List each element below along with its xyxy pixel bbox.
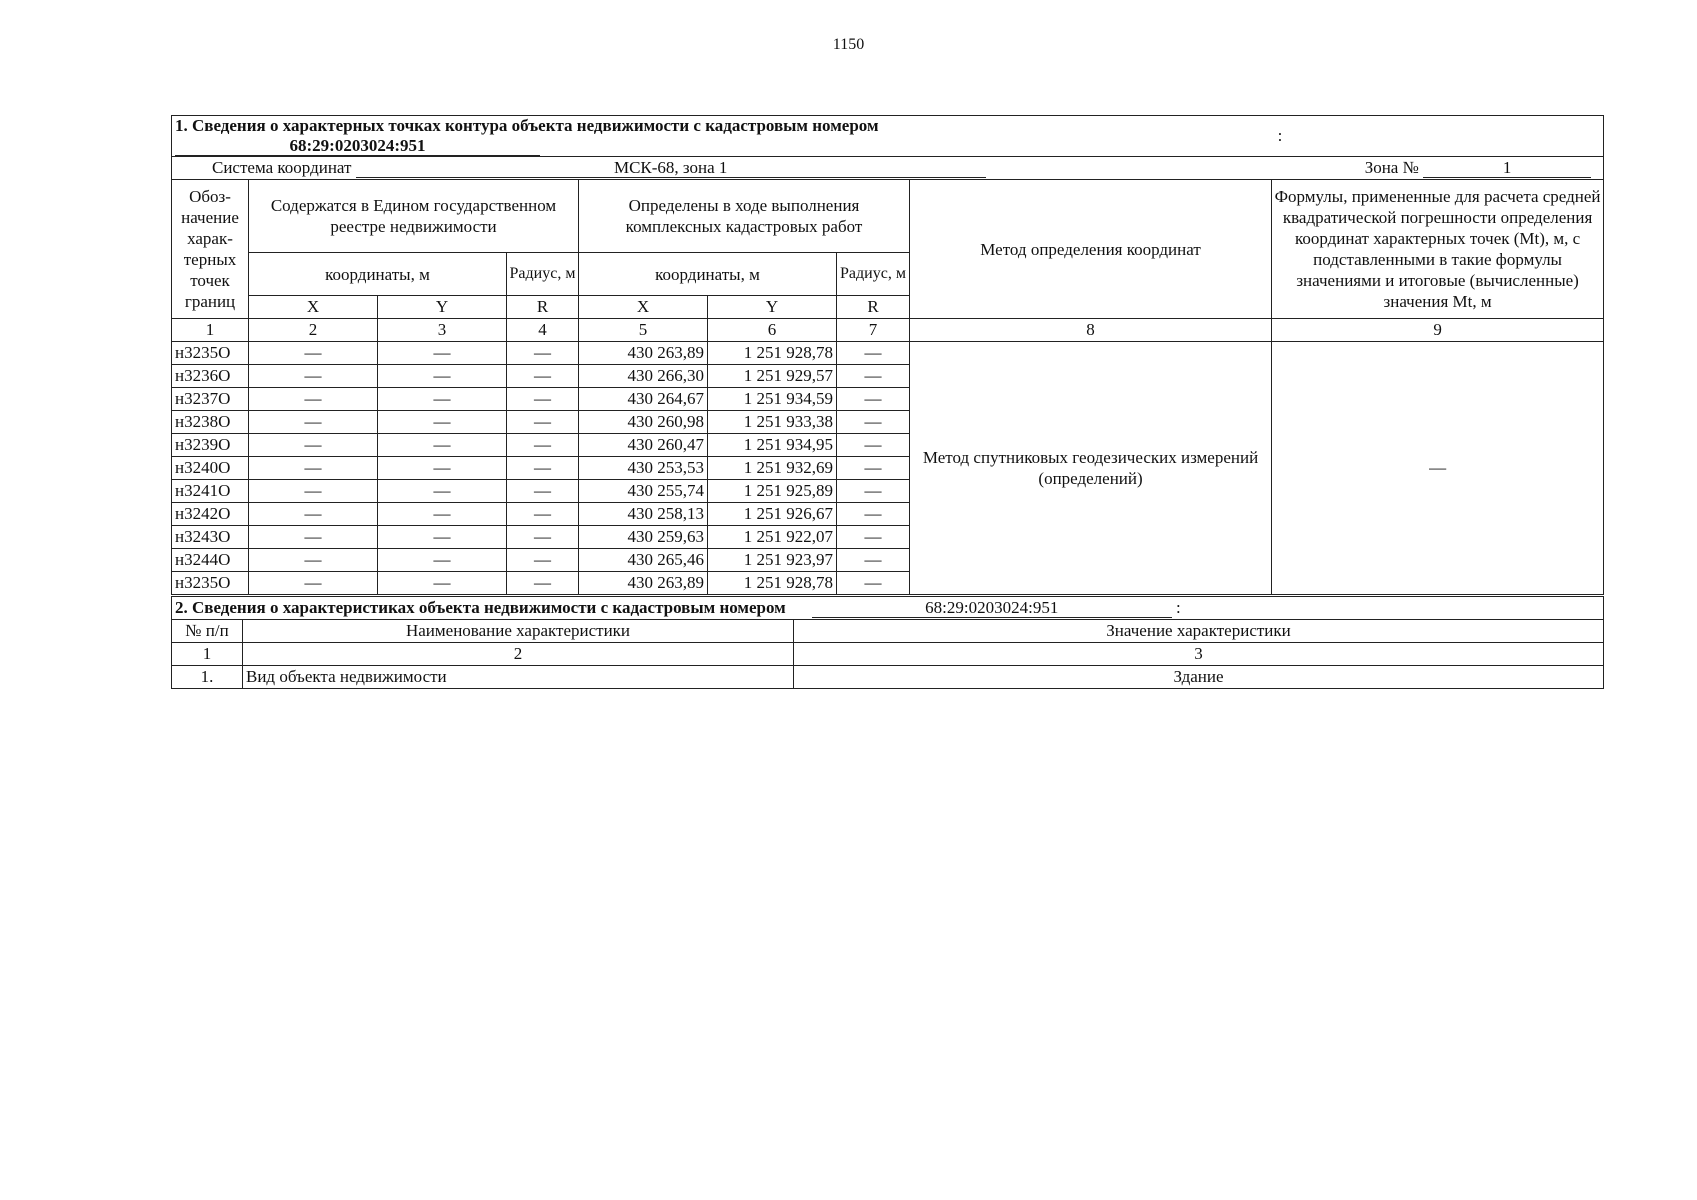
x-new: 430 260,98 [579,411,708,434]
x-new: 430 258,13 [579,503,708,526]
x-old: — [249,365,378,388]
y-new: 1 251 934,95 [708,434,837,457]
section1-cadastral-number: 68:29:0203024:951 [175,137,540,156]
points-table [171,115,1604,595]
point-id: н3240О [172,457,249,480]
y-new: 1 251 933,38 [708,411,837,434]
section2-title-text: 2. Сведения о характеристиках объекта недвижимости с кадастровым номером [175,598,786,617]
name-header: Наименование характеристики [243,620,794,643]
y-old: — [378,572,507,595]
r-new: — [837,365,910,388]
header-row-1 [172,180,1604,253]
x-old: — [249,434,378,457]
y-old: — [378,434,507,457]
section2-title-row [172,597,1604,620]
y-old: — [378,365,507,388]
point-id: н3235О [172,342,249,365]
x-new: 430 259,63 [579,526,708,549]
r-old: — [507,503,579,526]
kkr-header: Определены в ходе выполнения комплексных кадастровых работ [579,180,910,253]
y-new: 1 251 926,67 [708,503,837,526]
kkr-x-header: X [579,296,708,319]
column-number: 4 [507,319,579,342]
x-old: — [249,526,378,549]
section1-suffix: : [1272,116,1604,157]
column-number: 9 [1272,319,1604,342]
x-old: — [249,342,378,365]
egrn-y-header: Y [378,296,507,319]
r-old: — [507,526,579,549]
method-value: Метод спутниковых геодезических измерений (определений) [910,342,1272,595]
y-new: 1 251 925,89 [708,480,837,503]
point-id: н3244О [172,549,249,572]
y-new: 1 251 923,97 [708,549,837,572]
y-new: 1 251 934,59 [708,388,837,411]
y-old: — [378,503,507,526]
egrn-r-header: R [507,296,579,319]
point-id: н3237О [172,388,249,411]
column-number: 3 [794,643,1604,666]
column-number: 1 [172,643,243,666]
x-old: — [249,388,378,411]
point-id: н3241О [172,480,249,503]
r-old: — [507,411,579,434]
x-old: — [249,411,378,434]
point-id: н3235О [172,572,249,595]
coord-system-row [172,157,1604,180]
column-numbers-row [172,319,1604,342]
r-old: — [507,549,579,572]
egrn-coords-header: координаты, м [249,253,507,296]
x-old: — [249,480,378,503]
table-row [172,666,1604,689]
coord-system-label: Система координат [212,158,352,177]
x-new: 430 263,89 [579,572,708,595]
num-header: № п/п [172,620,243,643]
designation-header: Обоз-начение харак-терных точек границ [172,180,249,319]
table-row [172,342,1604,365]
column-number: 5 [579,319,708,342]
section1-title-row [172,116,1604,157]
x-old: — [249,503,378,526]
r-new: — [837,434,910,457]
r-new: — [837,549,910,572]
column-number: 8 [910,319,1272,342]
section1-title-text: 1. Сведения о характерных точках контура объекта недвижимости с кадастровым номером [175,116,879,135]
x-new: 430 253,53 [579,457,708,480]
point-id: н3236О [172,365,249,388]
r-new: — [837,411,910,434]
characteristic-value: Здание [794,666,1604,689]
y-new: 1 251 932,69 [708,457,837,480]
characteristic-name: Вид объекта недвижимости [243,666,794,689]
r-old: — [507,457,579,480]
formulas-value: — [1272,342,1604,595]
column-number: 6 [708,319,837,342]
x-new: 430 255,74 [579,480,708,503]
y-new: 1 251 922,07 [708,526,837,549]
y-new: 1 251 929,57 [708,365,837,388]
formulas-header: Формулы, примененные для расчета средней квадратической погрешности определения координат характерных точек (Mt), м, с подставленными в такие формулы значениями и итоговые (вычисленные) значения Mt, м [1272,180,1604,319]
r-new: — [837,388,910,411]
y-old: — [378,342,507,365]
column-number: 2 [243,643,794,666]
y-new: 1 251 928,78 [708,342,837,365]
y-new: 1 251 928,78 [708,572,837,595]
coord-system-cell [172,157,1272,180]
kkr-r-header: R [837,296,910,319]
section1-title [172,116,1272,157]
column-number: 3 [378,319,507,342]
y-old: — [378,411,507,434]
point-id: н3238О [172,411,249,434]
r-new: — [837,342,910,365]
r-old: — [507,365,579,388]
y-old: — [378,388,507,411]
column-number: 2 [249,319,378,342]
zone-label: Зона № [1364,158,1419,177]
section2-header-row [172,620,1604,643]
r-old: — [507,480,579,503]
y-old: — [378,526,507,549]
coord-system-value: МСК-68, зона 1 [356,159,986,178]
r-new: — [837,572,910,595]
x-old: — [249,457,378,480]
x-new: 430 263,89 [579,342,708,365]
column-number: 1 [172,319,249,342]
method-header: Метод определения координат [910,180,1272,319]
r-new: — [837,457,910,480]
value-header: Значение характеристики [794,620,1604,643]
x-new: 430 265,46 [579,549,708,572]
zone-value: 1 [1423,159,1591,178]
egrn-radius-header: Радиус, м [507,253,579,296]
r-old: — [507,342,579,365]
x-new: 430 266,30 [579,365,708,388]
zone-cell [1272,157,1604,180]
x-new: 430 260,47 [579,434,708,457]
point-id: н3239О [172,434,249,457]
characteristics-table [171,596,1604,689]
egrn-header: Содержатся в Едином государственном реестре недвижимости [249,180,579,253]
r-new: — [837,526,910,549]
section2-cadastral-number: 68:29:0203024:951 [812,599,1172,618]
section2-cadastral-cell [794,597,1604,620]
kkr-radius-header: Радиус, м [837,253,910,296]
egrn-x-header: X [249,296,378,319]
section2-suffix: : [1176,598,1181,617]
column-number: 7 [837,319,910,342]
row-num: 1. [172,666,243,689]
section2-title [172,597,794,620]
r-old: — [507,572,579,595]
y-old: — [378,457,507,480]
x-old: — [249,549,378,572]
r-old: — [507,388,579,411]
page-number: 1150 [832,36,865,53]
r-new: — [837,503,910,526]
x-old: — [249,572,378,595]
y-old: — [378,480,507,503]
point-id: н3243О [172,526,249,549]
r-old: — [507,434,579,457]
r-new: — [837,480,910,503]
kkr-y-header: Y [708,296,837,319]
x-new: 430 264,67 [579,388,708,411]
kkr-coords-header: координаты, м [579,253,837,296]
section2-column-numbers-row [172,643,1604,666]
y-old: — [378,549,507,572]
point-id: н3242О [172,503,249,526]
